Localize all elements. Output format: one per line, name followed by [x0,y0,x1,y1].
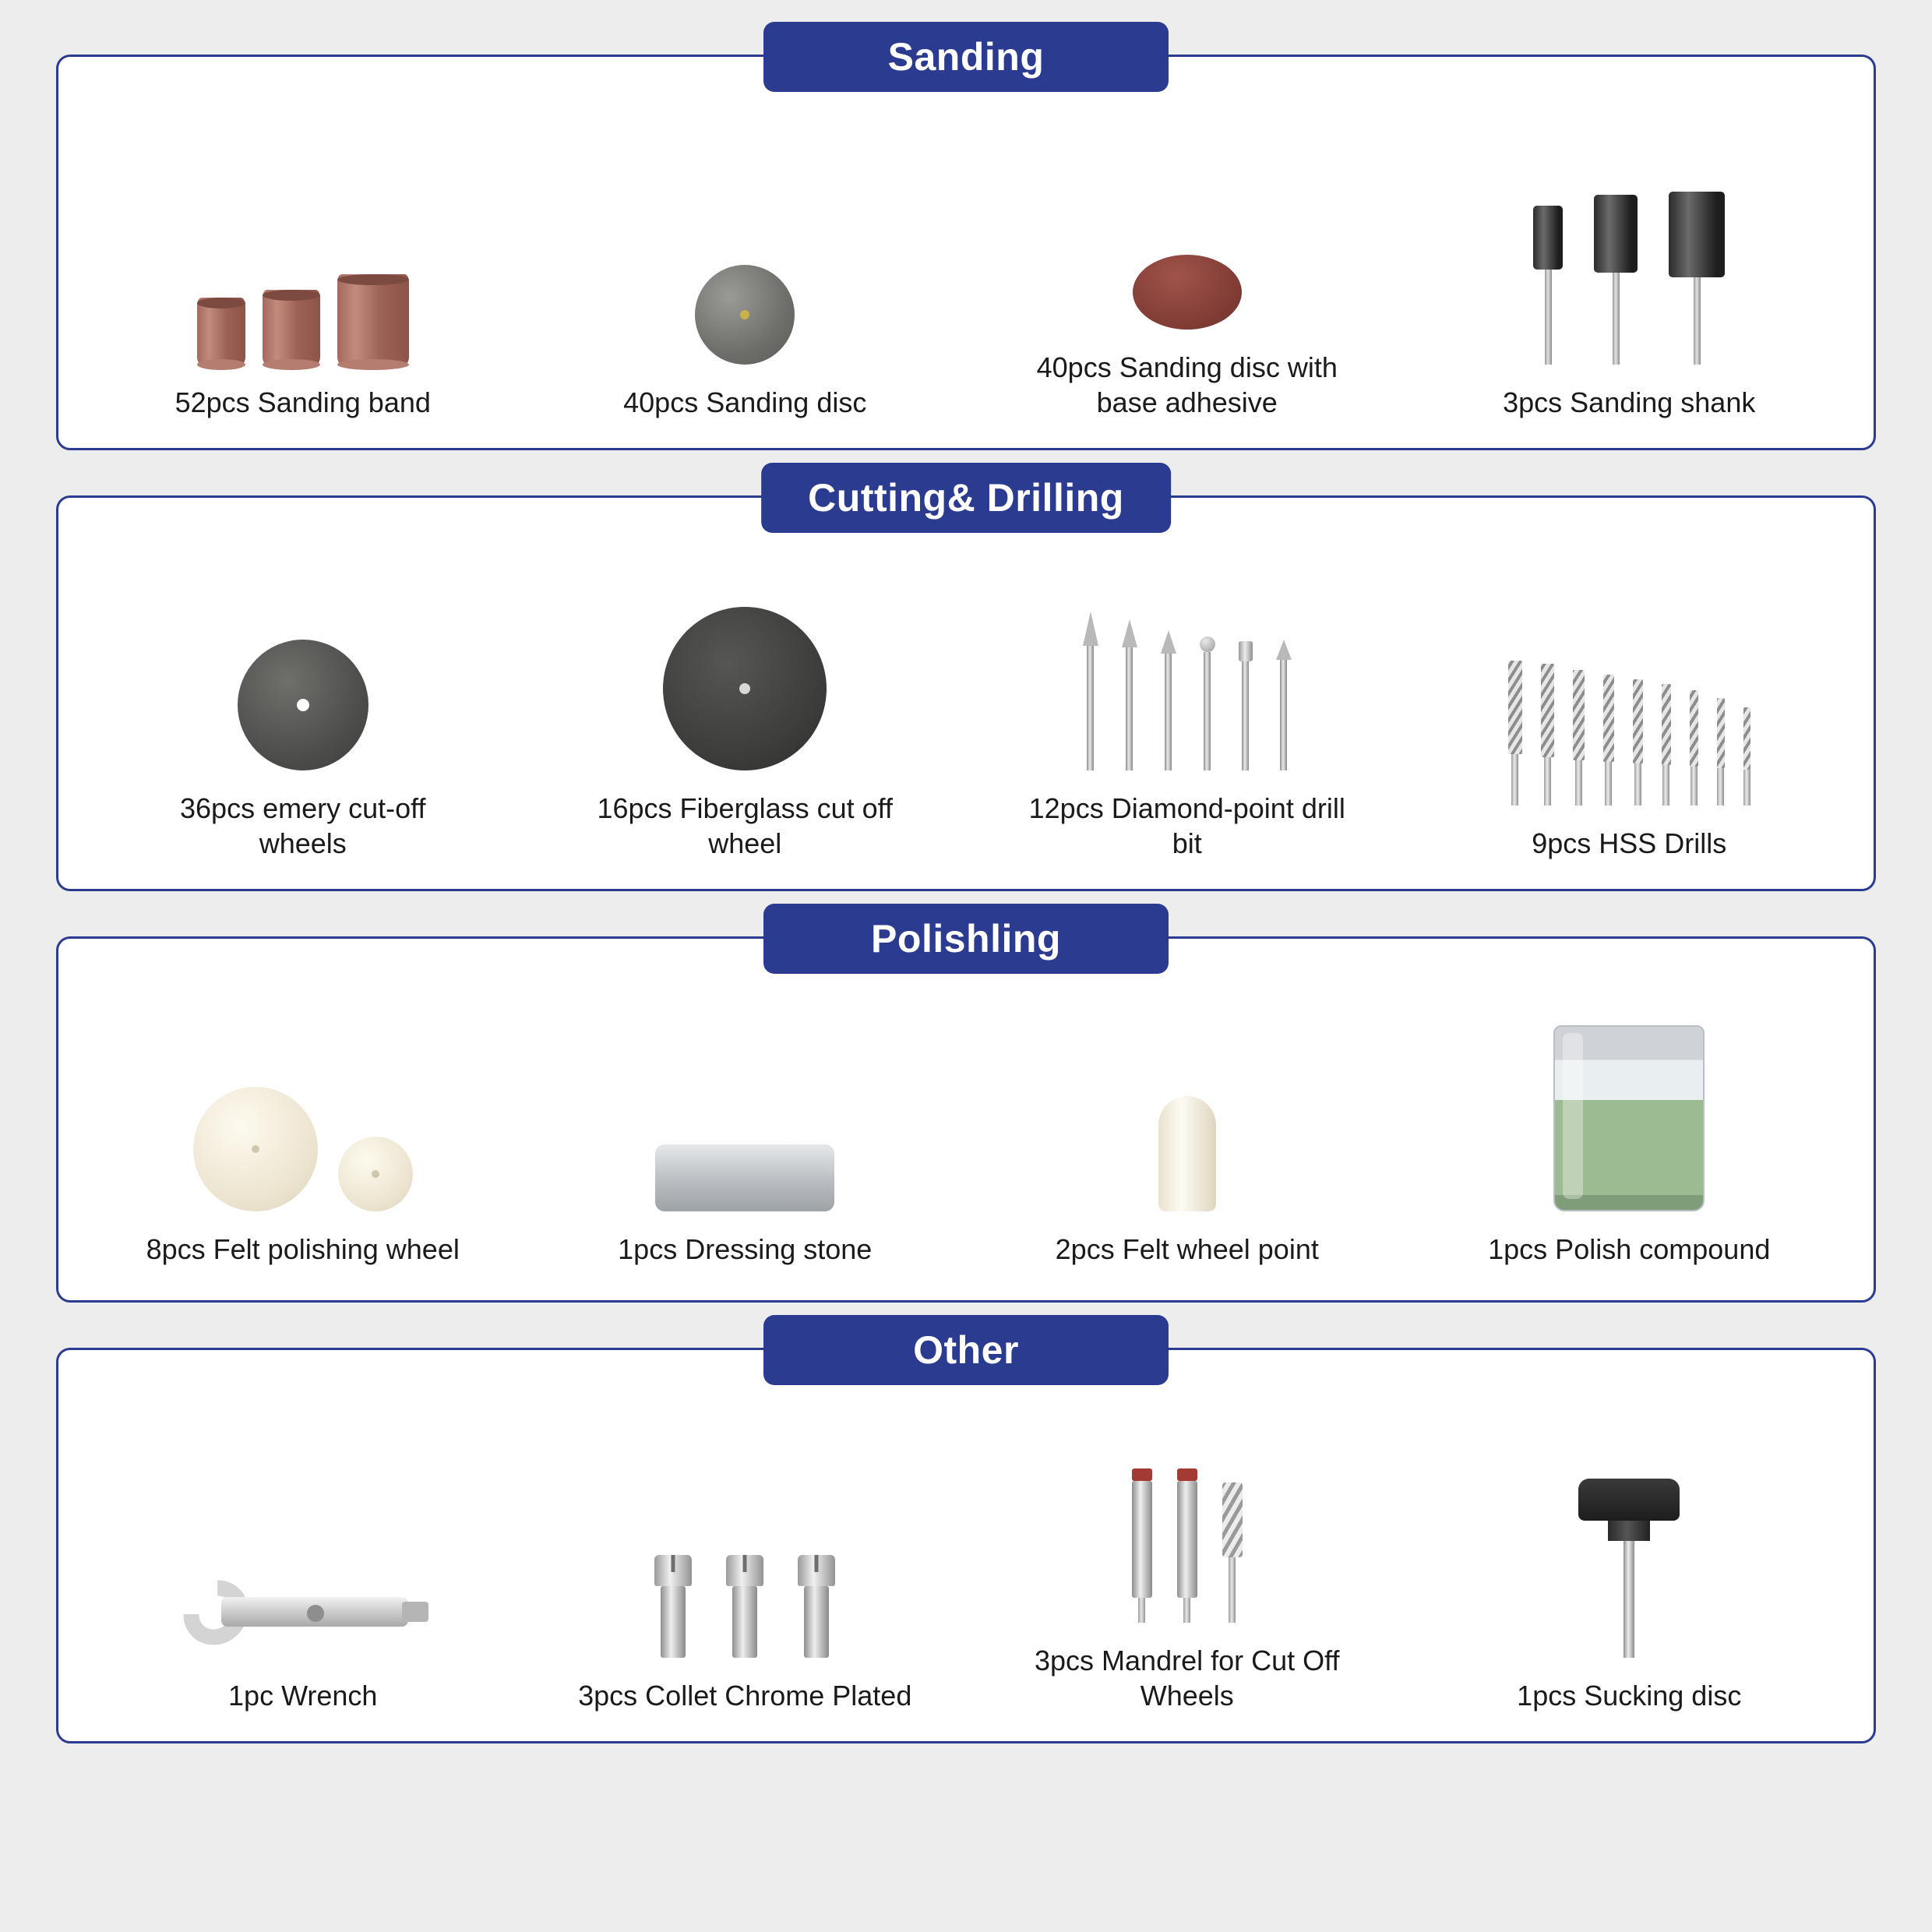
item-caption: 40pcs Sanding disc [623,386,867,418]
item-caption: 3pcs Mandrel for Cut Off Wheels [1035,1645,1340,1712]
sucking-disc-icon [1408,1463,1851,1658]
item-sanding-disc-adhesive[interactable] [966,135,1408,420]
section-title-other: Other [763,1315,1169,1385]
section-items-sanding [82,135,1850,420]
section-frame-cutting-drilling [56,495,1876,891]
section-title-cutting-drilling: Cutting& Drilling [761,463,1171,533]
dressing-stone-icon [524,1017,967,1211]
item-caption: 36pcs emery cut-off wheels [180,792,426,859]
item-sucking-disc[interactable] [1408,1463,1851,1713]
hss-drill-icon [1408,611,1851,806]
item-emery-cutoff-wheels[interactable] [82,576,524,861]
item-caption: 2pcs Felt wheel point [1055,1233,1319,1265]
item-caption: 3pcs Sanding shank [1503,386,1756,418]
section-items-cutting-drilling [82,576,1850,861]
section-frame-polishing [56,936,1876,1303]
sanding-shank-icon [1408,170,1851,365]
collet-icon [524,1463,967,1658]
item-collet-chrome-plated[interactable] [524,1463,967,1713]
item-polish-compound[interactable] [1408,1017,1851,1267]
item-caption: 12pcs Diamond-point drill bit [1028,792,1345,859]
item-mandrel-cutoff-wheels[interactable] [966,1428,1408,1713]
sanding-disc-adhesive-icon [966,135,1408,330]
section-frame-other [56,1348,1876,1743]
section-frame-sanding [56,55,1876,450]
section-items-other [82,1428,1850,1713]
item-caption: 9pcs HSS Drills [1532,827,1727,859]
item-felt-polishing-wheel[interactable] [82,1017,524,1267]
section-title-sanding: Sanding [763,22,1169,92]
item-felt-wheel-point[interactable] [966,1017,1408,1267]
item-caption: 52pcs Sanding band [175,386,431,418]
section-polishing [56,917,1876,1303]
item-caption: 3pcs Collet Chrome Plated [578,1680,912,1712]
polish-compound-icon [1408,1017,1851,1211]
diamond-point-drill-bit-icon [966,576,1408,770]
section-title-polishing: Polishling [763,904,1169,974]
section-cutting-drilling [56,476,1876,891]
felt-wheel-point-icon [966,1017,1408,1211]
item-caption: 1pcs Sucking disc [1517,1680,1742,1712]
item-hss-drills[interactable] [1408,611,1851,861]
sanding-band-icon [82,170,524,365]
mandrel-icon [966,1428,1408,1623]
fiberglass-cutoff-wheel-icon [524,576,967,770]
item-caption: 1pc Wrench [228,1680,378,1712]
item-diamond-point-drill-bit[interactable] [966,576,1408,861]
item-fiberglass-cutoff-wheel[interactable] [524,576,967,861]
item-sanding-shank[interactable] [1408,170,1851,420]
section-items-polishing [82,1017,1850,1267]
emery-cutoff-wheel-icon [82,576,524,770]
item-sanding-disc[interactable] [524,170,967,420]
item-sanding-band[interactable] [82,170,524,420]
item-caption: 1pcs Dressing stone [618,1233,873,1265]
section-sanding [56,35,1876,450]
item-caption: 16pcs Fiberglass cut off wheel [597,792,894,859]
item-caption: 40pcs Sanding disc with base adhesive [1036,351,1338,418]
wrench-icon [82,1463,524,1658]
felt-polishing-wheel-icon [82,1017,524,1211]
item-dressing-stone[interactable] [524,1017,967,1267]
section-other [56,1328,1876,1743]
item-caption: 1pcs Polish compound [1488,1233,1771,1265]
item-caption: 8pcs Felt polishing wheel [146,1233,460,1265]
item-wrench[interactable] [82,1463,524,1713]
sanding-disc-icon [524,170,967,365]
